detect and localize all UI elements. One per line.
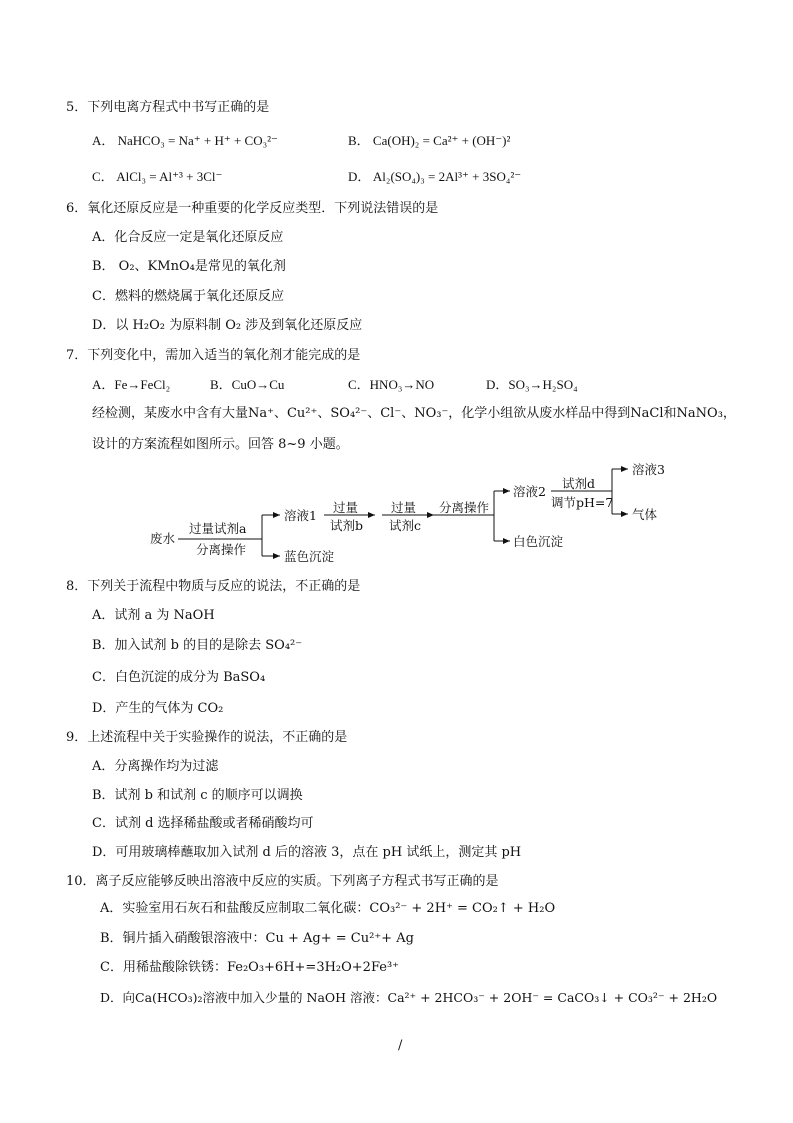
q5-stem: 5．下列电离方程式中书写正确的是: [66, 100, 270, 115]
flow-separate-1: 分离操作: [196, 542, 247, 557]
q6-option-a: A．化合反应一定是氧化还原反应: [92, 230, 284, 245]
q8-option-d: D．产生的气体为 CO₂: [92, 701, 224, 716]
flow-blue-precipitate: 蓝色沉淀: [284, 549, 335, 564]
flow-reagent-a: 过量试剂a: [189, 521, 247, 536]
q9-option-b: B．试剂 b 和试剂 c 的顺序可以调换: [92, 788, 303, 803]
flow-excess-c-top: 过量: [391, 500, 417, 515]
q5-option-c: C． AlCl₃ = Al⁺³ + 3Cl⁻: [92, 169, 223, 184]
flow-gas: 气体: [632, 507, 658, 522]
q7-option-b: B．CuO→Cu: [210, 377, 285, 392]
flow-white-precipitate: 白色沉淀: [513, 534, 564, 549]
flow-separate-2: 分离操作: [439, 500, 490, 515]
q8-option-b: B．加入试剂 b 的目的是除去 SO₄²⁻: [92, 638, 303, 653]
page-footer-mark: /: [398, 1038, 403, 1053]
q7-option-a: A．Fe→FeCl₂: [92, 377, 171, 392]
q10-option-d: D．向Ca(HCO₃)₂溶液中加入少量的 NaOH 溶液：Ca²⁺ + 2HCO₃⁻ + 2OH⁻ = CaCO₃↓ + CO₃²⁻ + 2H₂O: [100, 990, 718, 1005]
q6-stem: 6．氧化还原反应是一种重要的化学反应类型．下列说法错误的是: [66, 201, 439, 216]
flow-waste: 废水: [150, 531, 176, 546]
q10-option-b: B．铜片插入硝酸银溶液中：Cu + Ag+ = Cu²⁺+ Ag: [100, 931, 414, 946]
q9-option-c: C．试剂 d 选择稀盐酸或者稀硝酸均可: [92, 816, 314, 831]
flow-excess-c-bottom: 试剂c: [389, 518, 422, 533]
q6-option-b: B． O₂、KMnO₄是常见的氧化剂: [92, 259, 286, 274]
flow-reagent-d: 试剂d: [562, 476, 596, 491]
flow-excess-b-bottom: 试剂b: [330, 518, 364, 533]
q5-option-b: B． Ca(OH)₂ = Ca²⁺ + (OH⁻)²: [348, 133, 511, 148]
flow-adjust-ph: 调节pH=7: [551, 495, 614, 510]
q6-option-d: D．以 H₂O₂ 为原料制 O₂ 涉及到氧化还原反应: [92, 318, 363, 333]
q9-option-d: D．可用玻璃棒蘸取加入试剂 d 后的溶液 3，点在 pH 试纸上，测定其 pH: [92, 845, 522, 860]
q10-stem: 10．离子反应能够反映出溶液中反应的实质。下列离子方程式书写正确的是: [66, 874, 499, 889]
q7-stem: 7．下列变化中，需加入适当的氧化剂才能完成的是: [66, 348, 361, 363]
q7-option-d: D．SO₃→H₂SO₄: [486, 377, 578, 392]
q10-option-a: A．实验室用石灰石和盐酸反应制取二氧化碳：CO₃²⁻ + 2H⁺ = CO₂↑ + H₂O: [100, 901, 556, 916]
q5-option-a: A． NaHCO₃ = Na⁺ + H⁺ + CO₃²⁻: [92, 133, 278, 148]
q7-option-c: C．HNO₃→NO: [348, 377, 435, 392]
flow-solution-2: 溶液2: [513, 484, 546, 499]
flow-solution-1: 溶液1: [284, 508, 317, 523]
q8-stem: 8．下列关于流程中物质与反应的说法，不正确的是: [66, 579, 361, 594]
q6-option-c: C．燃料的燃烧属于氧化还原反应: [92, 289, 284, 304]
q8-option-c: C．白色沉淀的成分为 BaSO₄: [92, 670, 266, 685]
q9-option-a: A．分离操作均为过滤: [92, 759, 219, 774]
q8-option-a: A．试剂 a 为 NaOH: [92, 608, 215, 623]
flow-excess-b-top: 过量: [333, 500, 359, 515]
flow-solution-3: 溶液3: [632, 462, 665, 477]
q9-stem: 9．上述流程中关于实验操作的说法，不正确的是: [66, 730, 348, 745]
q10-option-c: C．用稀盐酸除铁锈：Fe₂O₃+6H+=3H₂O+2Fe³⁺: [100, 960, 400, 975]
passage-line-1: 经检测，某废水中含有大量Na⁺、Cu²⁺、SO₄²⁻、Cl⁻、NO₃⁻，化学小组欲从废水样品中得到NaCl和NaNO₃，: [92, 406, 736, 421]
passage-line-2: 设计的方案流程如图所示。回答 8~9 小题。: [92, 437, 349, 452]
q5-option-d: D． Al₂(SO₄)₃ = 2Al³⁺ + 3SO₄²⁻: [348, 169, 522, 184]
